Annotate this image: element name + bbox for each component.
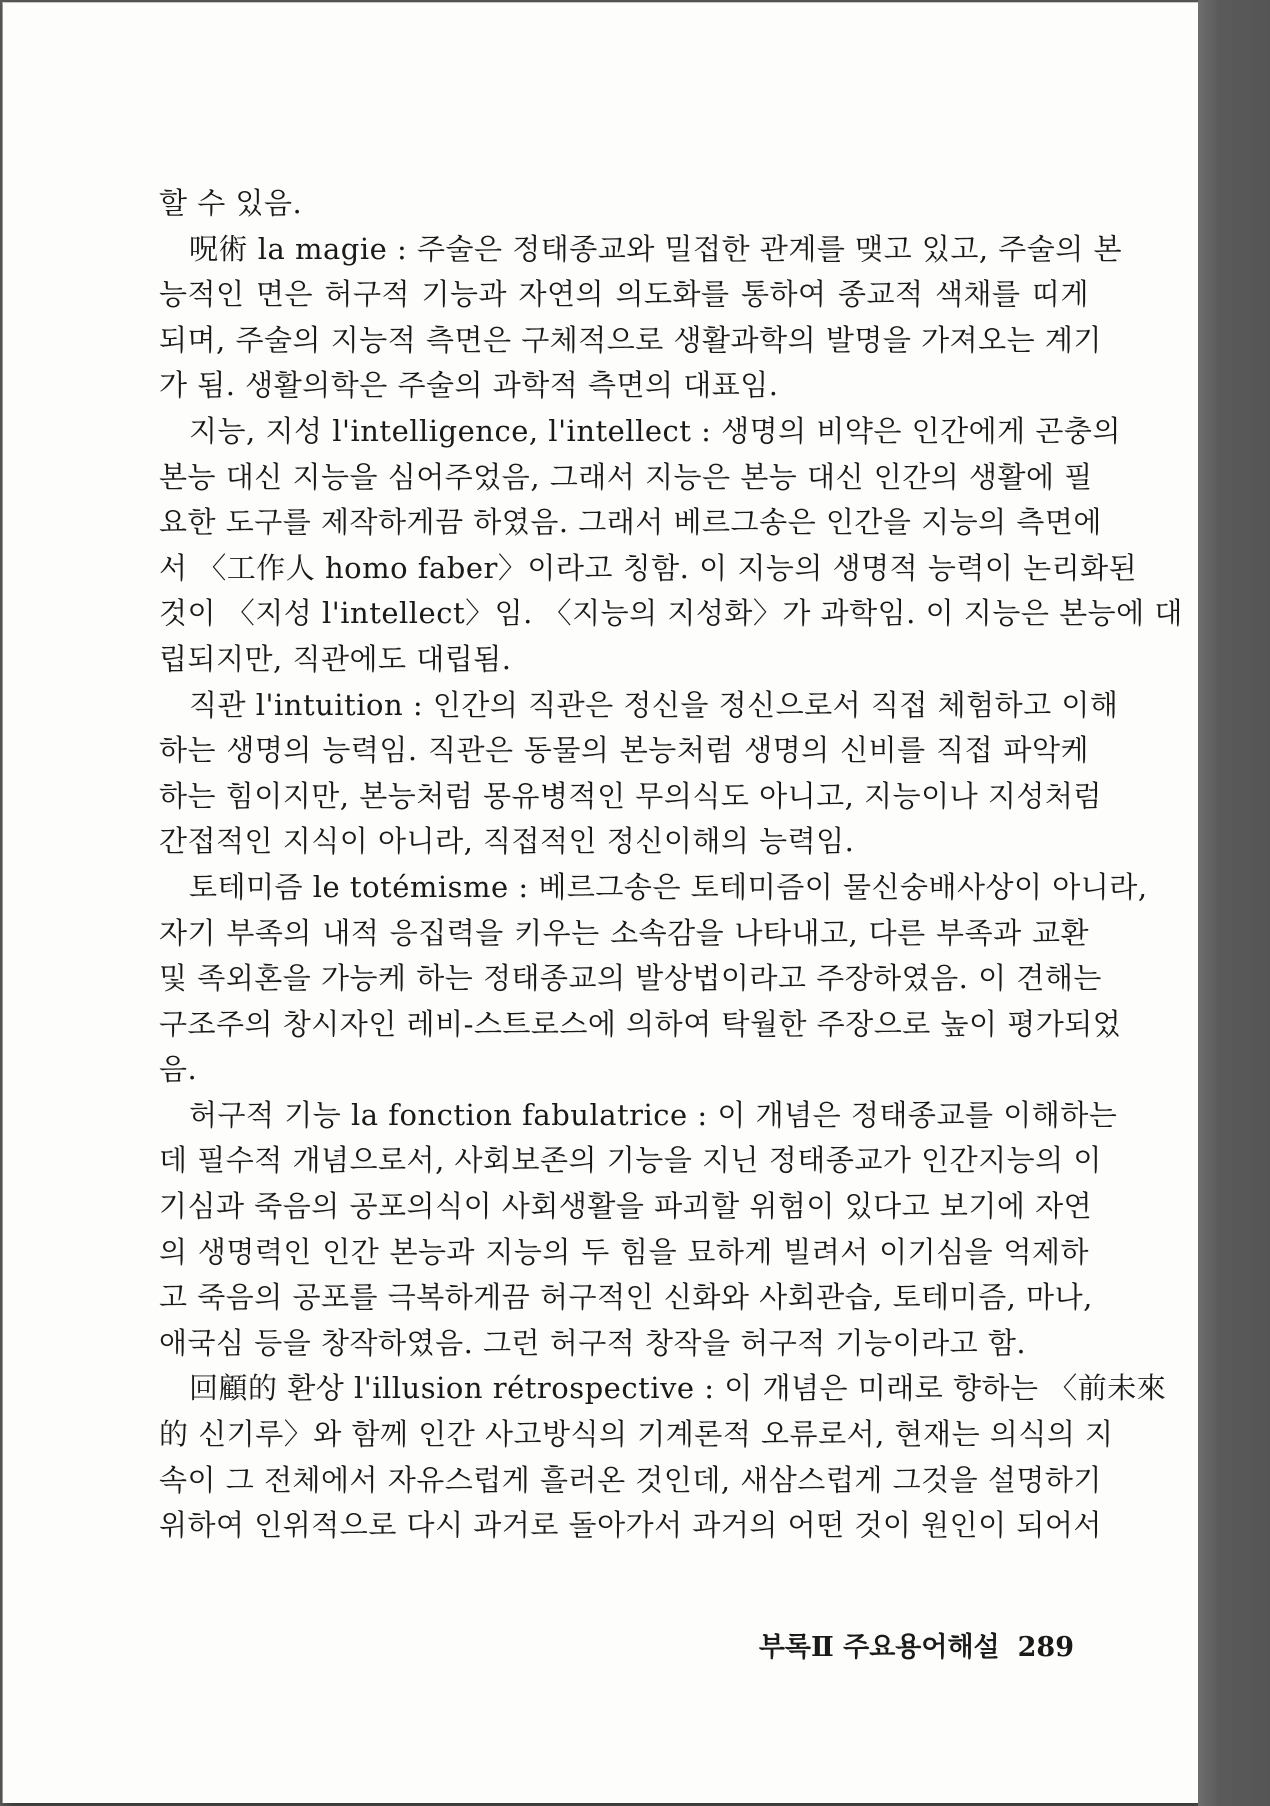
text-line: 呪術 la magie : 주술은 정태종교와 밀접한 관계를 맺고 있고, 주술의 본 [189, 231, 1123, 266]
page-body-text [159, 181, 1183, 1549]
text-line: 하는 생명의 능력임. 직관은 동물의 본능처럼 생명의 신비를 직접 파악케 [159, 733, 1089, 768]
text-line: 자기 부족의 내적 응집력을 키우는 소속감을 나타내고, 다른 부족과 교환 [159, 915, 1089, 950]
text-line: 것이 〈지성 l'intellect〉임. 〈지능의 지성화〉가 과학임. 이 지능은 본능에 대 [159, 596, 1183, 631]
text-line: 애국심 등을 창작하였음. 그런 허구적 창작을 허구적 기능이라고 함. [159, 1325, 1027, 1360]
text-line: 직관 l'intuition : 인간의 직관은 정신을 정신으로서 직접 체험하고 이해 [189, 687, 1119, 722]
text-line: 되며, 주술의 지능적 측면은 구체적으로 생활과학의 발명을 가져오는 계기 [159, 322, 1102, 357]
viewer-background [1198, 0, 1270, 1806]
text-line: 의 생명력인 인간 본능과 지능의 두 힘을 묘하게 빌려서 이기심을 억제하 [159, 1234, 1089, 1269]
text-line: 요한 도구를 제작하게끔 하였음. 그래서 베르그송은 인간을 지능의 측면에 [159, 505, 1102, 540]
text-line: 간접적인 지식이 아니라, 직접적인 정신이해의 능력임. [159, 824, 855, 859]
text-line: 및 족외혼을 가능케 하는 정태종교의 발상법이라고 주장하였음. 이 견해는 [159, 961, 1102, 996]
text-line: 지능, 지성 l'intelligence, l'intellect : 생명의 비약은 인간에게 곤충의 [189, 413, 1121, 448]
text-line: 고 죽음의 공포를 극복하게끔 허구적인 신화와 사회관습, 토테미즘, 마나, [159, 1280, 1093, 1315]
text-line: 음. [159, 1052, 198, 1087]
text-line: 립되지만, 직관에도 대립됨. [159, 641, 512, 676]
text-line: 본능 대신 지능을 심어주었음, 그래서 지능은 본능 대신 인간의 생활에 필 [159, 459, 1093, 494]
text-line: 하는 힘이지만, 본능처럼 몽유병적인 무의식도 아니고, 지능이나 지성처럼 [159, 778, 1102, 813]
text-line: 위하여 인위적으로 다시 과거로 돌아가서 과거의 어떤 것이 원인이 되어서 [159, 1508, 1102, 1543]
text-line: 속이 그 전체에서 자유스럽게 흘러온 것인데, 새삼스럽게 그것을 설명하기 [159, 1462, 1102, 1497]
text-line: 가 됨. 생활의학은 주술의 과학적 측면의 대표임. [159, 368, 779, 403]
page-number: 289 [1017, 1632, 1074, 1663]
text-line: 토테미즘 le totémisme : 베르그송은 토테미즘이 물신숭배사상이 아니라, [189, 869, 1148, 904]
text-line: 기심과 죽음의 공포의식이 사회생활을 파괴할 위험이 있다고 보기에 자연 [159, 1189, 1093, 1224]
text-line: 능적인 면은 허구적 기능과 자연의 의도화를 통하여 종교적 색채를 띠게 [159, 277, 1089, 312]
text-line: 데 필수적 개념으로서, 사회보존의 기능을 지닌 정태종교가 인간지능의 이 [159, 1143, 1102, 1178]
text-line: 구조주의 창시자인 레비-스트로스에 의하여 탁월한 주장으로 높이 평가되었 [159, 1006, 1122, 1041]
text-line: 回顧的 환상 l'illusion rétrospective : 이 개념은 미래로 향하는 〈前未來 [189, 1371, 1167, 1406]
text-line: 서 〈工作人 homo faber〉이라고 칭함. 이 지능의 생명적 능력이 논리화된 [159, 550, 1138, 585]
book-page [2, 2, 1199, 1803]
page-footer [759, 1625, 1074, 1664]
text-line: 的 신기루〉와 함께 인간 사고방식의 기계론적 오류로서, 현재는 의식의 지 [159, 1417, 1114, 1452]
footer-section-title: 부록Ⅱ 주요용어해설 [758, 1632, 1000, 1663]
text-line: 허구적 기능 la fonction fabulatrice : 이 개념은 정태종교를 이해하는 [189, 1097, 1118, 1132]
text-line: 할 수 있음. [159, 186, 303, 220]
